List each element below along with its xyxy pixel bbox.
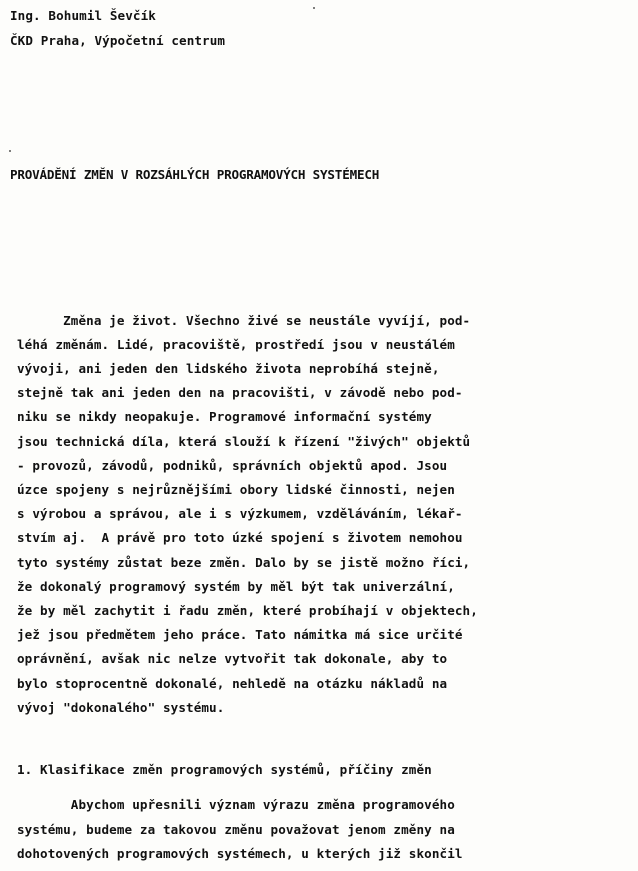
author-affiliation: ČKD Praha, Výpočetní centrum xyxy=(10,33,226,48)
text-line: - provozů, závodů, podniků, správních objektů apod. Jsou xyxy=(17,458,448,473)
text-line: úzce spojeny s nejrůznějšími obory lidské činnosti, nejen xyxy=(17,482,455,497)
scan-speck xyxy=(313,7,315,9)
text-line: jež jsou předmětem jeho práce. Tato námitka má sice určité xyxy=(17,627,463,642)
text-line: s výrobou a správou, ale i s výzkumem, vzděláváním, lékař- xyxy=(17,506,463,521)
text-line: léhá změnám. Lidé, pracoviště, prostředí jsou v neustálém xyxy=(17,337,455,352)
text-line: dohotovených programových systémech, u kterých již skončil xyxy=(17,846,463,861)
document-title: PROVÁDĚNÍ ZMĚN V ROZSÁHLÝCH PROGRAMOVÝCH SYSTÉMECH xyxy=(10,167,380,182)
text-line: stvím aj. A právě pro toto úzké spojení s životem nemohou xyxy=(17,530,463,545)
text-line: bylo stoprocentně dokonalé, nehledě na otázku nákladů na xyxy=(17,676,448,691)
section-heading: 1. Klasifikace změn programových systémů, příčiny změn xyxy=(17,762,432,777)
scan-speck xyxy=(9,150,11,152)
text-line: Změna je život. Všechno živé se neustále vyvíjí, pod- xyxy=(17,313,471,328)
text-line: tyto systémy zůstat beze změn. Dalo by se jistě možno říci, xyxy=(17,555,471,570)
text-line: niku se nikdy neopakuje. Programové informační systémy xyxy=(17,409,432,424)
text-line: vývoj "dokonalého" systému. xyxy=(17,700,225,715)
text-line: jsou technická díla, která slouží k řízení "živých" objektů xyxy=(17,434,471,449)
author-name: Ing. Bohumil Ševčík xyxy=(10,8,156,23)
text-line: systému, budeme za takovou změnu považovat jenom změny na xyxy=(17,822,455,837)
text-line: že by měl zachytit i řadu změn, které probíhají v objektech, xyxy=(17,603,478,618)
text-line: Abychom upřesnili význam výrazu změna programového xyxy=(17,797,455,812)
text-line: oprávnění, avšak nic nelze vytvořit tak dokonale, aby to xyxy=(17,651,448,666)
text-line: že dokonalý programový systém by měl být tak univerzální, xyxy=(17,579,455,594)
text-line: vývoji, ani jeden den lidského života neprobíhá stejně, xyxy=(17,361,440,376)
text-line: stejně tak ani jeden den na pracovišti, v závodě nebo pod- xyxy=(17,385,463,400)
